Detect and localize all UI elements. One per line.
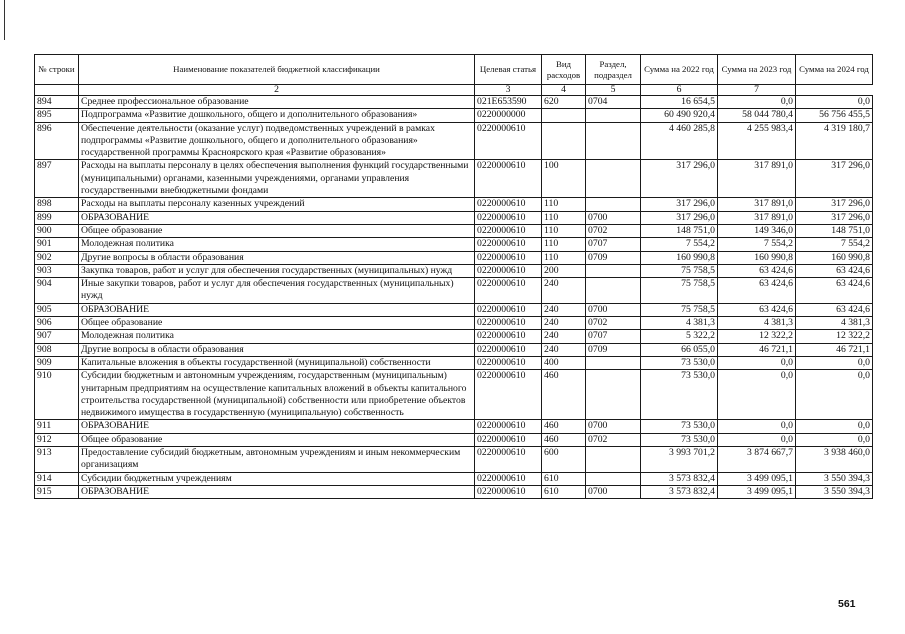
row-expense-type: 600 bbox=[542, 447, 586, 473]
row-sum-2023: 12 322,2 bbox=[718, 330, 796, 343]
row-sum-2024: 0,0 bbox=[796, 96, 873, 109]
row-section: 0700 bbox=[586, 303, 641, 316]
row-section: 0700 bbox=[586, 485, 641, 498]
row-sum-2022: 66 055,0 bbox=[641, 343, 718, 356]
row-number: 912 bbox=[35, 433, 79, 446]
row-name: Другие вопросы в области образования bbox=[79, 251, 475, 264]
row-expense-type: 240 bbox=[542, 343, 586, 356]
row-name: Расходы на выплаты персоналу казенных учреждений bbox=[79, 198, 475, 211]
col-number-empty bbox=[35, 85, 79, 96]
page-edge-rule bbox=[4, 0, 5, 40]
row-sum-2023: 149 346,0 bbox=[718, 224, 796, 237]
row-expense-type: 110 bbox=[542, 238, 586, 251]
table-row bbox=[35, 472, 873, 485]
table-row bbox=[35, 122, 873, 160]
row-target-code: 0220000610 bbox=[475, 211, 542, 224]
row-sum-2023: 317 891,0 bbox=[718, 160, 796, 198]
row-sum-2023: 317 891,0 bbox=[718, 198, 796, 211]
row-number: 903 bbox=[35, 264, 79, 277]
table-row bbox=[35, 109, 873, 122]
row-sum-2023: 63 424,6 bbox=[718, 303, 796, 316]
row-section: 0702 bbox=[586, 317, 641, 330]
row-section bbox=[586, 370, 641, 420]
row-number: 894 bbox=[35, 96, 79, 109]
row-name: Обеспечение деятельности (оказание услуг) подведомственных учреждений в рамках подпрограммы «Развитие дошкольного, общего и дополнительного образования» государственной программы Красноярского края «Развитие образования» bbox=[79, 122, 475, 160]
row-sum-2022: 3 573 832,4 bbox=[641, 472, 718, 485]
table-row bbox=[35, 433, 873, 446]
row-expense-type: 460 bbox=[542, 370, 586, 420]
table-row bbox=[35, 317, 873, 330]
row-name: Капитальные вложения в объекты государственной (муниципальной) собственности bbox=[79, 356, 475, 369]
row-section bbox=[586, 472, 641, 485]
col-number: 2 bbox=[79, 85, 475, 96]
row-target-code: 0220000610 bbox=[475, 160, 542, 198]
row-name: Субсидии бюджетным учреждениям bbox=[79, 472, 475, 485]
row-sum-2023: 0,0 bbox=[718, 433, 796, 446]
row-number: 905 bbox=[35, 303, 79, 316]
table-row bbox=[35, 278, 873, 304]
table-row bbox=[35, 370, 873, 420]
row-section bbox=[586, 264, 641, 277]
row-expense-type: 240 bbox=[542, 317, 586, 330]
row-number: 913 bbox=[35, 447, 79, 473]
row-sum-2022: 73 530,0 bbox=[641, 420, 718, 433]
row-name: Общее образование bbox=[79, 433, 475, 446]
row-expense-type bbox=[542, 109, 586, 122]
header-row bbox=[35, 55, 873, 85]
row-name: Общее образование bbox=[79, 317, 475, 330]
row-section: 0702 bbox=[586, 224, 641, 237]
row-target-code: 0220000610 bbox=[475, 238, 542, 251]
row-sum-2024: 3 938 460,0 bbox=[796, 447, 873, 473]
row-section: 0702 bbox=[586, 433, 641, 446]
row-sum-2024: 0,0 bbox=[796, 433, 873, 446]
row-sum-2024: 56 756 455,5 bbox=[796, 109, 873, 122]
table-row bbox=[35, 420, 873, 433]
row-sum-2022: 75 758,5 bbox=[641, 264, 718, 277]
row-expense-type: 460 bbox=[542, 433, 586, 446]
row-sum-2024: 148 751,0 bbox=[796, 224, 873, 237]
row-target-code: 0220000610 bbox=[475, 303, 542, 316]
row-name: ОБРАЗОВАНИЕ bbox=[79, 211, 475, 224]
row-sum-2023: 7 554,2 bbox=[718, 238, 796, 251]
row-sum-2023: 4 381,3 bbox=[718, 317, 796, 330]
row-sum-2024: 63 424,6 bbox=[796, 264, 873, 277]
row-number: 908 bbox=[35, 343, 79, 356]
row-sum-2024: 0,0 bbox=[796, 370, 873, 420]
row-number: 906 bbox=[35, 317, 79, 330]
row-sum-2023: 3 499 095,1 bbox=[718, 472, 796, 485]
table-row bbox=[35, 343, 873, 356]
row-target-code: 0220000610 bbox=[475, 447, 542, 473]
row-target-code: 0220000610 bbox=[475, 433, 542, 446]
col-number: 5 bbox=[586, 85, 641, 96]
row-sum-2022: 148 751,0 bbox=[641, 224, 718, 237]
row-section: 0709 bbox=[586, 343, 641, 356]
row-sum-2024: 317 296,0 bbox=[796, 198, 873, 211]
row-sum-2022: 3 993 701,2 bbox=[641, 447, 718, 473]
row-sum-2024: 12 322,2 bbox=[796, 330, 873, 343]
row-target-code: 0220000610 bbox=[475, 472, 542, 485]
row-name: Субсидии бюджетным и автономным учреждениям, государственным (муниципальным) унитарным предприятиям на осуществление капитальных вложений в объекты капитального строительства государственной (муниципальной) собственности или приобретение объектов недвижимого имущества в государственную (муниципальную) собственность bbox=[79, 370, 475, 420]
row-expense-type: 110 bbox=[542, 211, 586, 224]
row-sum-2022: 317 296,0 bbox=[641, 211, 718, 224]
row-sum-2024: 317 296,0 bbox=[796, 160, 873, 198]
row-number: 898 bbox=[35, 198, 79, 211]
row-sum-2024: 46 721,1 bbox=[796, 343, 873, 356]
row-section: 0700 bbox=[586, 211, 641, 224]
row-sum-2022: 75 758,5 bbox=[641, 303, 718, 316]
row-number: 907 bbox=[35, 330, 79, 343]
row-target-code: 0220000610 bbox=[475, 198, 542, 211]
row-expense-type: 460 bbox=[542, 420, 586, 433]
row-sum-2024: 317 296,0 bbox=[796, 211, 873, 224]
row-sum-2022: 73 530,0 bbox=[641, 433, 718, 446]
header-vid: Вид расходов bbox=[542, 55, 586, 85]
row-sum-2022: 5 322,2 bbox=[641, 330, 718, 343]
row-sum-2024: 0,0 bbox=[796, 356, 873, 369]
row-expense-type: 240 bbox=[542, 303, 586, 316]
row-sum-2023: 160 990,8 bbox=[718, 251, 796, 264]
table-row bbox=[35, 447, 873, 473]
row-sum-2024: 0,0 bbox=[796, 420, 873, 433]
row-expense-type: 610 bbox=[542, 472, 586, 485]
row-sum-2022: 317 296,0 bbox=[641, 160, 718, 198]
row-name: ОБРАЗОВАНИЕ bbox=[79, 303, 475, 316]
row-sum-2022: 4 381,3 bbox=[641, 317, 718, 330]
row-number: 899 bbox=[35, 211, 79, 224]
table-row bbox=[35, 485, 873, 498]
page-number: 561 bbox=[838, 598, 856, 610]
row-sum-2022: 4 460 285,8 bbox=[641, 122, 718, 160]
row-target-code: 0220000610 bbox=[475, 370, 542, 420]
row-expense-type bbox=[542, 122, 586, 160]
row-sum-2023: 0,0 bbox=[718, 356, 796, 369]
row-sum-2024: 160 990,8 bbox=[796, 251, 873, 264]
row-name: Расходы на выплаты персоналу в целях обеспечения выполнения функций государственными (муниципальными) органами, казенными учреждениями, органами управления государственными внебюджетными фондами bbox=[79, 160, 475, 198]
row-target-code: 0220000610 bbox=[475, 224, 542, 237]
row-section bbox=[586, 198, 641, 211]
row-sum-2023: 46 721,1 bbox=[718, 343, 796, 356]
row-section: 0700 bbox=[586, 420, 641, 433]
row-name: Общее образование bbox=[79, 224, 475, 237]
row-number: 902 bbox=[35, 251, 79, 264]
row-expense-type: 110 bbox=[542, 251, 586, 264]
row-sum-2022: 73 530,0 bbox=[641, 370, 718, 420]
row-expense-type: 240 bbox=[542, 330, 586, 343]
table-row bbox=[35, 251, 873, 264]
row-target-code: 0220000610 bbox=[475, 420, 542, 433]
row-number: 910 bbox=[35, 370, 79, 420]
header-code: Целевая статья bbox=[475, 55, 542, 85]
row-sum-2024: 3 550 394,3 bbox=[796, 472, 873, 485]
row-sum-2024: 63 424,6 bbox=[796, 303, 873, 316]
row-target-code: 0220000000 bbox=[475, 109, 542, 122]
row-sum-2023: 3 499 095,1 bbox=[718, 485, 796, 498]
row-number: 900 bbox=[35, 224, 79, 237]
table-row bbox=[35, 303, 873, 316]
row-sum-2023: 3 874 667,7 bbox=[718, 447, 796, 473]
row-section bbox=[586, 122, 641, 160]
row-name: Иные закупки товаров, работ и услуг для обеспечения государственных (муниципальных) нужд bbox=[79, 278, 475, 304]
row-number: 911 bbox=[35, 420, 79, 433]
row-expense-type: 240 bbox=[542, 278, 586, 304]
row-sum-2022: 16 654,5 bbox=[641, 96, 718, 109]
row-number: 895 bbox=[35, 109, 79, 122]
row-number: 915 bbox=[35, 485, 79, 498]
row-sum-2022: 3 573 832,4 bbox=[641, 485, 718, 498]
row-target-code: 0220000610 bbox=[475, 278, 542, 304]
budget-table bbox=[34, 54, 873, 499]
row-sum-2024: 4 381,3 bbox=[796, 317, 873, 330]
row-target-code: 0220000610 bbox=[475, 485, 542, 498]
row-sum-2023: 63 424,6 bbox=[718, 264, 796, 277]
table-row bbox=[35, 238, 873, 251]
row-name: Другие вопросы в области образования bbox=[79, 343, 475, 356]
col-number: 4 bbox=[542, 85, 586, 96]
row-sum-2022: 7 554,2 bbox=[641, 238, 718, 251]
row-sum-2022: 317 296,0 bbox=[641, 198, 718, 211]
row-target-code: 0220000610 bbox=[475, 264, 542, 277]
header-sum-2024: Сумма на 2024 год bbox=[796, 55, 873, 85]
row-number: 896 bbox=[35, 122, 79, 160]
header-num: № строки bbox=[35, 55, 79, 85]
row-expense-type: 620 bbox=[542, 96, 586, 109]
table-row bbox=[35, 96, 873, 109]
row-number: 914 bbox=[35, 472, 79, 485]
row-number: 897 bbox=[35, 160, 79, 198]
row-expense-type: 110 bbox=[542, 224, 586, 237]
row-section: 0707 bbox=[586, 330, 641, 343]
table-row bbox=[35, 211, 873, 224]
row-target-code: 021Е653590 bbox=[475, 96, 542, 109]
row-sum-2023: 63 424,6 bbox=[718, 278, 796, 304]
row-name: Молодежная политика bbox=[79, 330, 475, 343]
row-section bbox=[586, 278, 641, 304]
row-sum-2022: 75 758,5 bbox=[641, 278, 718, 304]
row-number: 909 bbox=[35, 356, 79, 369]
row-target-code: 0220000610 bbox=[475, 356, 542, 369]
row-sum-2022: 60 490 920,4 bbox=[641, 109, 718, 122]
row-sum-2023: 0,0 bbox=[718, 420, 796, 433]
header-sum-2022: Сумма на 2022 год bbox=[641, 55, 718, 85]
row-sum-2024: 7 554,2 bbox=[796, 238, 873, 251]
table-row bbox=[35, 264, 873, 277]
table-row bbox=[35, 330, 873, 343]
row-sum-2024: 3 550 394,3 bbox=[796, 485, 873, 498]
col-number: 7 bbox=[718, 85, 796, 96]
row-section: 0704 bbox=[586, 96, 641, 109]
row-sum-2023: 0,0 bbox=[718, 370, 796, 420]
row-sum-2023: 0,0 bbox=[718, 96, 796, 109]
row-number: 901 bbox=[35, 238, 79, 251]
row-name: Предоставление субсидий бюджетным, автономным учреждениям и иным некоммерческим организациям bbox=[79, 447, 475, 473]
row-expense-type: 200 bbox=[542, 264, 586, 277]
row-section bbox=[586, 160, 641, 198]
row-section: 0709 bbox=[586, 251, 641, 264]
row-name: Среднее профессиональное образование bbox=[79, 96, 475, 109]
row-target-code: 0220000610 bbox=[475, 330, 542, 343]
row-expense-type: 400 bbox=[542, 356, 586, 369]
row-sum-2024: 4 319 180,7 bbox=[796, 122, 873, 160]
row-name: Подпрограмма «Развитие дошкольного, общего и дополнительного образования» bbox=[79, 109, 475, 122]
header-razdel: Раздел, подраздел bbox=[586, 55, 641, 85]
row-expense-type: 100 bbox=[542, 160, 586, 198]
row-section: 0707 bbox=[586, 238, 641, 251]
row-target-code: 0220000610 bbox=[475, 251, 542, 264]
row-section bbox=[586, 447, 641, 473]
table-row bbox=[35, 356, 873, 369]
row-sum-2024: 63 424,6 bbox=[796, 278, 873, 304]
row-name: Закупка товаров, работ и услуг для обеспечения государственных (муниципальных) нужд bbox=[79, 264, 475, 277]
row-sum-2023: 317 891,0 bbox=[718, 211, 796, 224]
row-expense-type: 110 bbox=[542, 198, 586, 211]
row-name: ОБРАЗОВАНИЕ bbox=[79, 485, 475, 498]
col-number: 6 bbox=[641, 85, 718, 96]
header-name: Наименование показателей бюджетной классификации bbox=[79, 55, 475, 85]
header-sum-2023: Сумма на 2023 год bbox=[718, 55, 796, 85]
table-row bbox=[35, 198, 873, 211]
col-number: 3 bbox=[475, 85, 542, 96]
row-sum-2023: 58 044 780,4 bbox=[718, 109, 796, 122]
row-sum-2022: 160 990,8 bbox=[641, 251, 718, 264]
column-number-row bbox=[35, 85, 873, 96]
row-expense-type: 610 bbox=[542, 485, 586, 498]
row-section bbox=[586, 109, 641, 122]
row-number: 904 bbox=[35, 278, 79, 304]
table-row bbox=[35, 160, 873, 198]
row-target-code: 0220000610 bbox=[475, 317, 542, 330]
row-target-code: 0220000610 bbox=[475, 122, 542, 160]
row-section bbox=[586, 356, 641, 369]
row-sum-2023: 4 255 983,4 bbox=[718, 122, 796, 160]
table-body bbox=[35, 85, 873, 499]
row-name: ОБРАЗОВАНИЕ bbox=[79, 420, 475, 433]
row-target-code: 0220000610 bbox=[475, 343, 542, 356]
row-sum-2022: 73 530,0 bbox=[641, 356, 718, 369]
table-row bbox=[35, 224, 873, 237]
row-name: Молодежная политика bbox=[79, 238, 475, 251]
